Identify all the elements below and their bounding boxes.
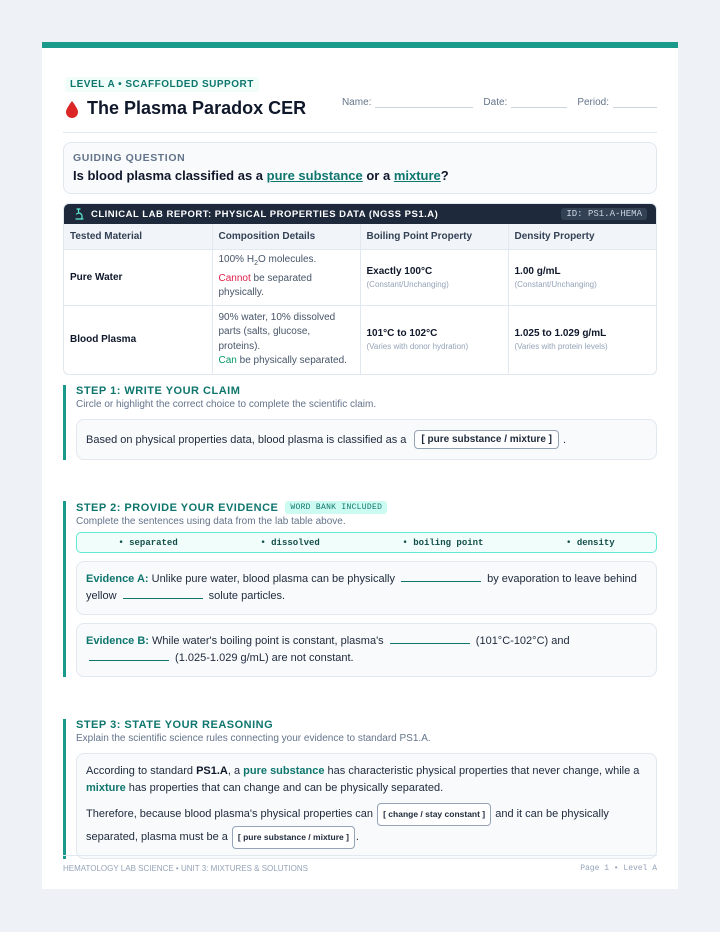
word-bank-item: • density	[566, 537, 615, 548]
reasoning-text: According to standard	[86, 765, 197, 777]
step-2-title: STEP 2: PROVIDE YOUR EVIDENCE	[76, 501, 279, 514]
evidence-text: (101°C-102°C) and	[472, 635, 570, 647]
density-value: 1.00 g/mL	[514, 265, 561, 277]
date-field[interactable]	[483, 97, 567, 108]
composition-text: 100% H	[218, 254, 255, 266]
word-bank-item: • boiling point	[402, 537, 484, 548]
reasoning-paragraph-2	[86, 803, 647, 849]
word-bank-item: • dissolved	[260, 537, 320, 548]
guiding-question-box	[63, 142, 657, 194]
evidence-b-label: Evidence B:	[86, 635, 149, 647]
reasoning-text: has characteristic physical properties that never change, while a	[324, 765, 640, 777]
name-line[interactable]	[375, 97, 473, 108]
cannot-flag: Cannot	[218, 272, 251, 284]
density-note: (Varies with protein levels)	[514, 342, 608, 352]
evidence-b-card	[76, 623, 657, 677]
standard-name: PS1.A	[196, 765, 228, 777]
period-label: Period:	[577, 97, 609, 108]
evidence-text: solute particles.	[205, 590, 286, 602]
step-2-title-row	[76, 501, 657, 514]
date-line[interactable]	[511, 97, 567, 108]
footer-course: HEMATOLOGY LAB SCIENCE • UNIT 3: MIXTURES & SOLUTIONS	[63, 864, 308, 873]
density-value: 1.025 to 1.029 g/mL	[514, 328, 607, 340]
footer	[63, 855, 657, 873]
claim-sentence: Based on physical properties data, blood plasma is classified as a	[86, 433, 407, 446]
claim-end: .	[563, 433, 567, 446]
answer-blank[interactable]	[89, 650, 169, 661]
mixture-choice-pill[interactable]: [ pure substance / mixture ]	[232, 826, 355, 849]
boiling-note: (Constant/Unchanging)	[366, 279, 449, 289]
evidence-a-label: Evidence A:	[86, 573, 149, 585]
evidence-text: While water's boiling point is constant, plasma's	[148, 635, 387, 647]
boiling-value: 101°C to 102°C	[366, 328, 438, 340]
evidence-text: (1.025-1.029 g/mL) are not constant.	[172, 652, 354, 664]
reasoning-paragraph-1	[86, 763, 647, 797]
properties-table	[64, 224, 656, 374]
evidence-text: Unlike pure water, blood plasma can be physically	[148, 573, 399, 585]
boiling-value: Exactly 100°C	[366, 265, 433, 277]
guiding-question	[73, 168, 647, 183]
step-2-evidence	[63, 501, 657, 677]
word-bank-badge: WORD BANK INCLUDED	[285, 501, 387, 514]
step-1-claim	[63, 385, 657, 460]
subscript: 2	[254, 260, 258, 268]
date-label: Date:	[483, 97, 508, 108]
density-cell	[508, 249, 656, 305]
reasoning-text: and it can be physically separated, plasma must be a	[86, 808, 609, 843]
step-3-reasoning	[63, 719, 657, 859]
composition-text: be separated physically.	[218, 272, 312, 299]
table-row	[64, 249, 656, 305]
word-bank-item: • separated	[118, 537, 178, 548]
answer-blank[interactable]	[390, 633, 470, 644]
material-cell: Pure Water	[64, 249, 212, 305]
reasoning-text: , a	[227, 765, 244, 777]
question-text: Is blood plasma classified as a	[73, 168, 267, 183]
header	[63, 48, 657, 133]
composition-text: be physically separated.	[236, 355, 347, 367]
keyword-mixture: mixture	[393, 168, 441, 183]
reasoning-text: .	[355, 831, 359, 843]
mixture-term: mixture	[86, 782, 126, 794]
reasoning-text: has properties that can change and can be physically separated.	[125, 782, 444, 794]
lab-title: CLINICAL LAB REPORT: PHYSICAL PROPERTIES DATA (NGSS PS1.A)	[91, 208, 439, 220]
boiling-note: (Varies with donor hydration)	[366, 342, 469, 352]
footer-page: Page 1 • Level A	[580, 864, 657, 873]
step-1-desc: Circle or highlight the correct choice to complete the scientific claim.	[76, 399, 377, 410]
can-flag: Can	[218, 355, 237, 367]
boiling-cell	[360, 249, 508, 305]
lab-report-header	[64, 204, 656, 224]
material-cell: Blood Plasma	[64, 305, 212, 374]
guiding-label: GUIDING QUESTION	[73, 152, 186, 164]
name-label: Name:	[341, 97, 372, 108]
microscope-icon	[73, 208, 85, 220]
change-choice-pill[interactable]: [ change / stay constant ]	[377, 803, 491, 826]
lab-id: ID: PS1.A-HEMA	[561, 208, 647, 220]
step-3-title: STEP 3: STATE YOUR REASONING	[76, 719, 274, 731]
header-boiling: Boiling Point Property	[360, 224, 508, 249]
blood-drop-icon	[65, 100, 79, 118]
name-field[interactable]	[342, 97, 473, 108]
pure-substance-term: pure substance	[243, 765, 325, 777]
header-density: Density Property	[508, 224, 656, 249]
claim-choice-pill[interactable]: [ pure substance / mixture ]	[414, 430, 559, 449]
period-field[interactable]	[577, 97, 657, 108]
title-row	[65, 98, 306, 119]
density-cell	[508, 305, 656, 374]
level-badge: LEVEL A • SCAFFOLDED SUPPORT	[65, 77, 259, 92]
composition-text: 90% water, 10% dissolved parts (salts, glucose, proteins).	[218, 311, 336, 352]
header-material: Tested Material	[64, 224, 212, 249]
period-line[interactable]	[613, 97, 657, 108]
header-composition: Composition Details	[212, 224, 360, 249]
worksheet-page	[42, 42, 678, 889]
keyword-pure-substance: pure substance	[266, 168, 363, 183]
answer-blank[interactable]	[401, 571, 481, 582]
density-note: (Constant/Unchanging)	[514, 279, 597, 289]
question-text: or a	[362, 168, 394, 183]
reasoning-card	[76, 753, 657, 859]
step-1-title: STEP 1: WRITE YOUR CLAIM	[76, 385, 241, 397]
boiling-cell	[360, 305, 508, 374]
lab-title-wrap	[73, 208, 438, 220]
question-text: ?	[440, 168, 449, 183]
answer-blank[interactable]	[123, 588, 203, 599]
composition-cell	[212, 305, 360, 374]
claim-card	[76, 419, 657, 460]
evidence-a-card	[76, 561, 657, 615]
step-2-desc: Complete the sentences using data from the lab table above.	[76, 516, 346, 527]
table-header-row	[64, 224, 656, 249]
word-bank	[76, 532, 657, 553]
reasoning-text: Therefore, because blood plasma's physical properties can	[86, 808, 374, 820]
lab-report	[63, 203, 657, 375]
table-row	[64, 305, 656, 374]
evidence-text: by evaporation to leave behind yellow	[86, 573, 637, 602]
composition-cell	[212, 249, 360, 305]
page-title: The Plasma Paradox CER	[87, 98, 307, 118]
step-3-desc: Explain the scientific science rules connecting your evidence to standard PS1.A.	[76, 733, 431, 744]
composition-text: O molecules.	[257, 254, 317, 266]
student-fields	[342, 97, 657, 108]
